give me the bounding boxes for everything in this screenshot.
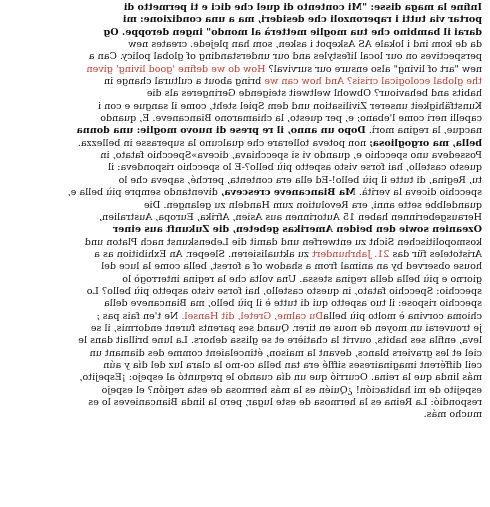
text-line	[8, 323, 482, 335]
text-line	[8, 88, 482, 100]
text-segment: darai il bambino che tua moglie metterà al mondo" ingen deroppe. Og	[103, 26, 482, 38]
text-line	[8, 39, 482, 51]
text-segment: respondió: La Reina es la hermosa de este lugar, pero la linda Biancanieves lo es	[88, 397, 482, 408]
text-segment: Dopo un anno, il re prese di nuovo moglie: una donna	[76, 125, 366, 137]
text-segment: bella, ma orgogliosa;	[369, 137, 482, 149]
text-segment: leva, enfila ses habits, ouvrit la chatière et se glissa dehors. La lune brillait dans le	[78, 335, 482, 347]
text-line	[8, 335, 482, 347]
text-line	[8, 286, 482, 298]
text-line	[8, 76, 482, 88]
text-line	[8, 212, 482, 224]
text-line	[8, 14, 482, 26]
text-line	[8, 125, 482, 137]
text-line	[8, 397, 482, 409]
highlighted-text: Du calme, Gretel, dit Hansel.	[181, 310, 324, 322]
text-segment: new "art of living" also ensure our survival?	[265, 63, 482, 75]
text-segment: Ozeanien sowie den beiden Amerikas gebeten, die Zukunft aus einer	[113, 224, 482, 236]
highlighted-text: How do we define 'good living' given	[86, 63, 266, 75]
text-segment: Ne t'en fais pas ;	[96, 310, 182, 322]
text-segment: non poteva tollerare che qualcuno la superasse in bellezza.	[77, 137, 370, 149]
text-segment: espejito de mi habitación! ¿Quién es la más hermosa de esta región? el espejo	[101, 384, 482, 396]
text-segment: Herausgeberinnen haben 15 Autorinnen aus Asien, Afrika, Europa, Australien,	[99, 211, 482, 223]
text-line	[8, 372, 482, 384]
text-segment: Possedeva uno specchio e, quando vi si specchiava, diceva»Specchio fatato, in	[100, 150, 482, 162]
text-segment: nacque, la regina morì.	[365, 125, 482, 137]
text-segment: perspectives on our local lifestyles and our understanding of global policy. Can a	[88, 51, 482, 63]
text-line	[8, 162, 482, 174]
text-line	[8, 2, 482, 14]
text-segment: diventando sempre più bella e,	[67, 187, 221, 199]
text-line	[8, 64, 482, 76]
text-line	[8, 200, 482, 212]
text-line	[8, 348, 482, 360]
text-line	[8, 249, 482, 261]
text-segment: da de kom ind i lokale AS Askepot i asken, som han plejede. creates new	[128, 39, 482, 51]
text-segment: specchio rispose: il tuo aspetto qui di tutte è il più bello, ma Biancaneve della	[104, 298, 482, 310]
text-line	[8, 360, 482, 372]
text-segment: chioma corvina è molto più bella	[323, 310, 482, 322]
text-segment: quandelbbe sette anni, era Revolution zum Handeln zu gelangen. Die	[143, 199, 482, 211]
text-segment: giorno e più bella della regina stessa. Una volta che la regina interrogò lo	[122, 273, 482, 285]
highlighted-text: 21. Jahrhundert	[311, 248, 390, 260]
text-segment: ciel et les graviers blancs, devant la maison, étincelaient comme des diamant un	[89, 347, 482, 359]
text-segment: Ma Biancaneve cresceva,	[220, 187, 356, 199]
highlighted-text: the global ecological crisis? And how can we	[264, 76, 482, 88]
text-segment: habits and behaviour? Obwohl weltweit steigende Geringeres als die	[146, 88, 482, 100]
text-segment: mucho más.	[423, 409, 482, 421]
text-segment: más linda que la reina. Ocurrió que un día cuando le preguntó al espejo: ¡Espejito,	[79, 372, 482, 384]
text-segment: Aristoteles für das	[389, 248, 482, 260]
text-segment: portar via tutti i raperonzoli che desideri, ma a una condizione: mi	[122, 14, 482, 26]
text-line	[8, 385, 482, 397]
text-segment: specchio: Specchio fatato, in questo castello, hai forse visto aspetto più bello? Lo	[86, 285, 482, 297]
text-segment: kosmopolitischen Sicht zu entwerfen und damit die Lebenskunst nach Platon und	[84, 236, 482, 248]
text-line	[8, 187, 482, 199]
text-segment: house observed by an animal from a shadow of a forest, bella come la luce del	[101, 261, 482, 273]
text-line	[8, 51, 482, 63]
text-line	[8, 138, 482, 150]
text-line	[8, 101, 482, 113]
text-segment: questo castello, hai forse visto aspetto più bello?-E lo specchio rispondeva: il	[108, 162, 482, 174]
text-line	[8, 113, 482, 125]
text-line	[8, 298, 482, 310]
text-segment: Kunstfähigkeit unserer Zivilisation und dem Spiel steht, come il sangue e con i	[98, 100, 482, 112]
text-line	[8, 224, 482, 236]
text-line	[8, 27, 482, 39]
text-segment: Infine la maga disse: "Mi contento di quel che dici e ti permetto di	[123, 2, 482, 13]
text-line	[8, 409, 482, 421]
text-line	[8, 150, 482, 162]
text-segment: specchio diceva la verità.	[355, 187, 482, 199]
text-line	[8, 175, 482, 187]
text-segment: capelli neri come l'ebano; e, per questo, la chiamarono Biancaneve. E, quando	[100, 113, 482, 125]
text-line	[8, 237, 482, 249]
text-segment: je trouverai un moyen de nous en tirer. Quand ses parents furent endormis, il se	[90, 322, 482, 334]
text-segment: bring about a cultural change in	[103, 76, 265, 88]
text-line	[8, 274, 482, 286]
text-segment: tu, Regina, di tutte il più bello!-Ed ella era contenta, perché, sapeva che lo	[118, 174, 482, 186]
text-segment: ceil différent imaginaireses sifflé era tan bella co-mo la clara luz del día y aún	[103, 359, 482, 371]
text-line	[8, 261, 482, 273]
text-segment: zu aktualisieren. Sleeper. An Exhibition as a	[94, 248, 312, 260]
text-line	[8, 311, 482, 323]
mirrored-text-block	[8, 2, 482, 422]
